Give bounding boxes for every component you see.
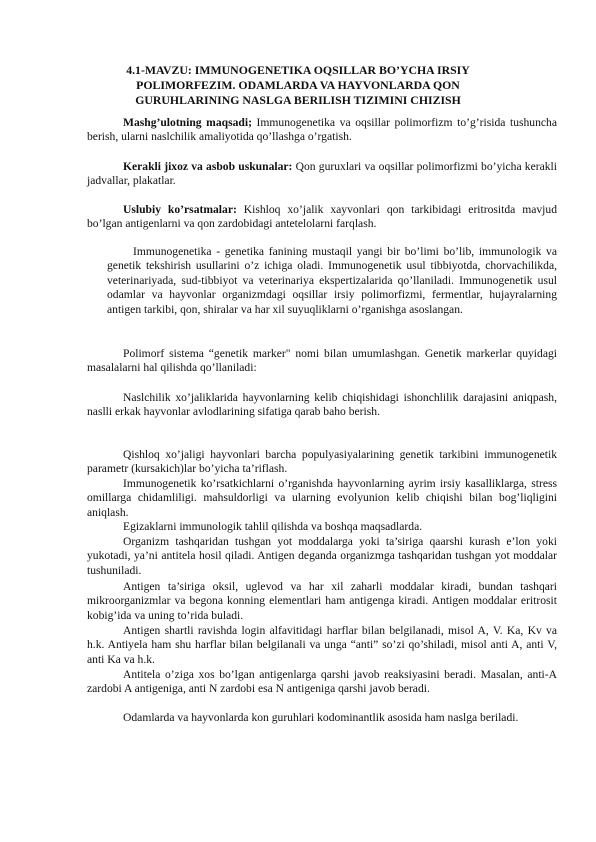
intro-paragraph: Immunogenetika - genetika fanining mustaqil yangi bir bo’limi bo’lib, immunologik va genetik tekshirish usullarini o’z ichiga oladi. Immunogenetik usul tibbiyotda, chorvachilikda, veterinariyada, sud-tibbiyot va veterinariya ekspertizalarida qo’llaniladi. Immunogenetik usul odamlar va hayvonlar organizmdagi oqsillar irsiy polimorfizmi, fermentlar, hujayralarning antigen tarkibi, qon, shiralar va har xil suyuqliklarni o’rganishga asoslangan.	[107, 245, 557, 316]
paragraph-antigen-effect: Antigen ta’siriga oksil, uglevod va har xil zaharli moddalar kiradi, bundan tashqari mikroorganizmlar va begona konning elementlari ham antigenga kiradi. Antigen moddalar eritrosit kobig’ida va uning to’rida buladi.	[87, 580, 557, 622]
page-title: 4.1-MAVZU: IMMUNOGENETIKA OQSILLAR BO’YCHA IRSIY POLIMORFEZIM. ODAMLARDA VA HAYVONLARDA QON GURUHLARINING NASLGA BERILISH TIZIMINI CHIZISH	[126, 63, 470, 108]
method-paragraph	[87, 203, 557, 232]
paragraph-antitela: Antitela o’ziga xos bo’lgan antigenlarga qarshi javob reaksiyasini beradi. Masalan, anti-A zardobi A antigeniga, anti N zardobi esa N antigeniga qarshi javob beradi.	[87, 668, 557, 696]
goal-paragraph	[87, 116, 557, 145]
equipment-text: Qon guruxlari va oqsillar polimorfizmi bo’yicha kerakli jadvallar, plakatlar.	[87, 160, 557, 188]
equipment-label: Kerakli jixoz va asbob uskunalar:	[123, 160, 293, 173]
paragraph-organism: Organizm tashqaridan tushgan yot moddalarga yoki ta’siriga qaarshi kurash e’lon yoki yukotadi, ya’ni antitela hosil qiladi. Antigen deganda organizmga tashqaridan tushgan yot moddalar tushuniladi.	[87, 535, 557, 577]
equipment-paragraph	[87, 160, 557, 189]
method-text: Kishloq xo’jalik xayvonlari qon tarkibidagi eritrositda mavjud bo’lgan antigenlarni va qon zardobidagi antetelolarni farqlash.	[87, 203, 557, 231]
goal-label: Mashg’ulotning maqsadi;	[123, 116, 252, 129]
paragraph-genetic-marker: Polimorf sistema “genetik marker" nomi bilan umumlashgan. Genetik markerlar quyidagi masalalarni hal qilishda qo’llaniladi:	[87, 347, 557, 375]
paragraph-twins: Egizaklarni immunologik tahlil qilishda va boshqa maqsadlarda.	[123, 520, 423, 533]
paragraph-population: Qishloq xo’jaligi hayvonlari barcha populyasiyalarining genetik tarkibini immunogenetik parametr (kursakich)lar bo’yicha ta’riflash.	[87, 448, 557, 476]
paragraph-resistance: Immunogenetik ko’rsatkichlarni o’rganishda hayvonlarning ayrim irsiy kasalliklarga, stress omillarga chidamliligi. mahsuldorligi va ularning evolyunion kelib chiqishi bilan bog’liqligini aniqlash.	[87, 477, 557, 519]
paragraph-breeding: Naslchilik xo’jaliklarida hayvonlarning kelib chiqishidagi ishonchlilik darajasini aniqpash, naslli erkak hayvonlar avlodlarining sifatiga qarab baho berish.	[87, 391, 557, 419]
paragraph-codominance: Odamlarda va hayvonlarda kon guruhlari kodominantlik asosida ham naslga beriladi.	[123, 711, 519, 724]
paragraph-antigen-letters: Antigen shartli ravishda login alfavitidagi harflar bilan belgilanadi, misol A, V. Ka, Kv va h.k. Antiyela ham shu harflar bilan belgilanali va unga “anti” so’zi qo’shiladi, misol anti A, anti V, anti Ka va h.k.	[87, 624, 557, 666]
goal-text: Immunogenetika va oqsillar polimorfizm to’g’risida tushuncha berish, ularni naslchilik amaliyotida qo’llashga o’rgatish.	[87, 116, 557, 144]
method-label: Uslubiy ko’rsatmalar:	[123, 203, 237, 216]
